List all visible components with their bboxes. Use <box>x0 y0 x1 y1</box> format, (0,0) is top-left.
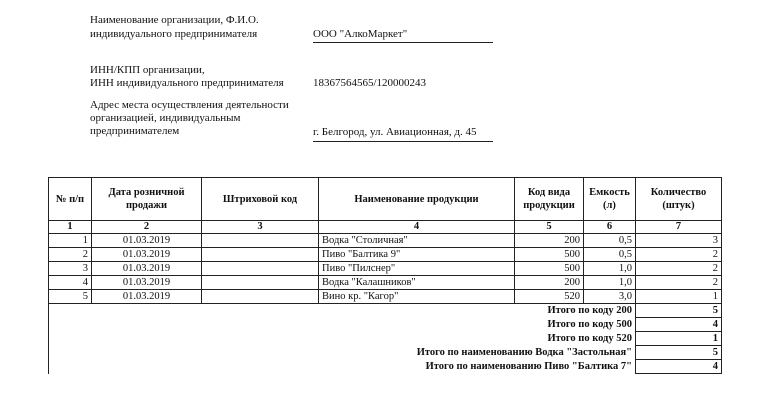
inn-value: 18367564565/120000243 <box>313 77 427 89</box>
row-qty: 1 <box>636 290 722 304</box>
row-volume: 1,0 <box>584 276 636 290</box>
row-volume: 0,5 <box>584 248 636 262</box>
addr-underline <box>313 141 493 142</box>
row-barcode <box>202 248 319 262</box>
row-name: Пиво "Пилснер" <box>319 262 515 276</box>
row-date: 01.03.2019 <box>92 290 202 304</box>
col-number: 3 <box>202 221 319 234</box>
row-qty: 2 <box>636 276 722 290</box>
row-name: Водка "Калашников" <box>319 276 515 290</box>
row-date: 01.03.2019 <box>92 262 202 276</box>
row-num: 3 <box>49 262 92 276</box>
addr-label-line3: предпринимателем <box>90 125 180 137</box>
col-number: 6 <box>584 221 636 234</box>
row-date: 01.03.2019 <box>92 276 202 290</box>
addr-value: г. Белгород, ул. Авиационная, д. 45 <box>313 126 477 138</box>
col-header-code: Код вида продукции <box>515 178 584 221</box>
col-header-name: Наименование продукции <box>319 178 515 221</box>
row-barcode <box>202 276 319 290</box>
col-header-volume: Емкость (л) <box>584 178 636 221</box>
total-label: Итого по коду 520 <box>547 332 632 344</box>
row-qty: 3 <box>636 234 722 248</box>
row-barcode <box>202 262 319 276</box>
total-label: Итого по коду 500 <box>547 318 632 330</box>
column-number-row <box>49 221 722 234</box>
table-row <box>49 262 722 276</box>
row-num: 2 <box>49 248 92 262</box>
org-label-line2: индивидуального предпринимателя <box>90 28 258 40</box>
total-label: Итого по наименованию Пиво "Балтика 7" <box>425 360 632 372</box>
col-number: 1 <box>49 221 92 234</box>
total-label: Итого по наименованию Водка "Застольная" <box>416 346 632 358</box>
col-header-barcode: Штриховой код <box>202 178 319 221</box>
total-row <box>49 318 722 332</box>
col-header-date: Дата розничной продажи <box>92 178 202 221</box>
inn-label-line2: ИНН индивидуального предпринимателя <box>90 77 284 89</box>
col-header-num: № п/п <box>49 178 92 221</box>
row-code: 200 <box>515 276 584 290</box>
row-name: Вино кр. "Кагор" <box>319 290 515 304</box>
total-value: 4 <box>636 318 722 332</box>
table-row <box>49 290 722 304</box>
addr-label-line1: Адрес места осуществления деятельности <box>90 99 289 111</box>
row-barcode <box>202 234 319 248</box>
table-row <box>49 248 722 262</box>
col-number: 4 <box>319 221 515 234</box>
row-volume: 0,5 <box>584 234 636 248</box>
row-code: 500 <box>515 262 584 276</box>
row-date: 01.03.2019 <box>92 248 202 262</box>
row-volume: 1,0 <box>584 262 636 276</box>
col-number: 5 <box>515 221 584 234</box>
total-row <box>49 360 722 374</box>
total-row <box>49 332 722 346</box>
table-header-row <box>49 178 722 221</box>
total-value: 5 <box>636 304 722 318</box>
row-qty: 2 <box>636 262 722 276</box>
sales-table <box>48 177 722 374</box>
col-header-qty: Количество (штук) <box>636 178 722 221</box>
row-code: 200 <box>515 234 584 248</box>
org-underline <box>313 42 493 43</box>
addr-label-line2: организацией, индивидуальным <box>90 112 241 124</box>
col-number: 2 <box>92 221 202 234</box>
row-num: 5 <box>49 290 92 304</box>
col-number: 7 <box>636 221 722 234</box>
table-row <box>49 234 722 248</box>
row-date: 01.03.2019 <box>92 234 202 248</box>
total-value: 1 <box>636 332 722 346</box>
row-num: 1 <box>49 234 92 248</box>
row-barcode <box>202 290 319 304</box>
org-label-line1: Наименование организации, Ф.И.О. <box>90 14 259 26</box>
row-qty: 2 <box>636 248 722 262</box>
total-row <box>49 304 722 318</box>
total-value: 4 <box>636 360 722 374</box>
total-row <box>49 346 722 360</box>
row-code: 520 <box>515 290 584 304</box>
total-value: 5 <box>636 346 722 360</box>
row-code: 500 <box>515 248 584 262</box>
total-label: Итого по коду 200 <box>547 304 632 316</box>
row-volume: 3,0 <box>584 290 636 304</box>
org-value: ООО "АлкоМаркет" <box>313 28 408 40</box>
row-name: Водка "Столичная" <box>319 234 515 248</box>
inn-label-line1: ИНН/КПП организации, <box>90 64 205 76</box>
row-name: Пиво "Балтика 9" <box>319 248 515 262</box>
table-row <box>49 276 722 290</box>
row-num: 4 <box>49 276 92 290</box>
